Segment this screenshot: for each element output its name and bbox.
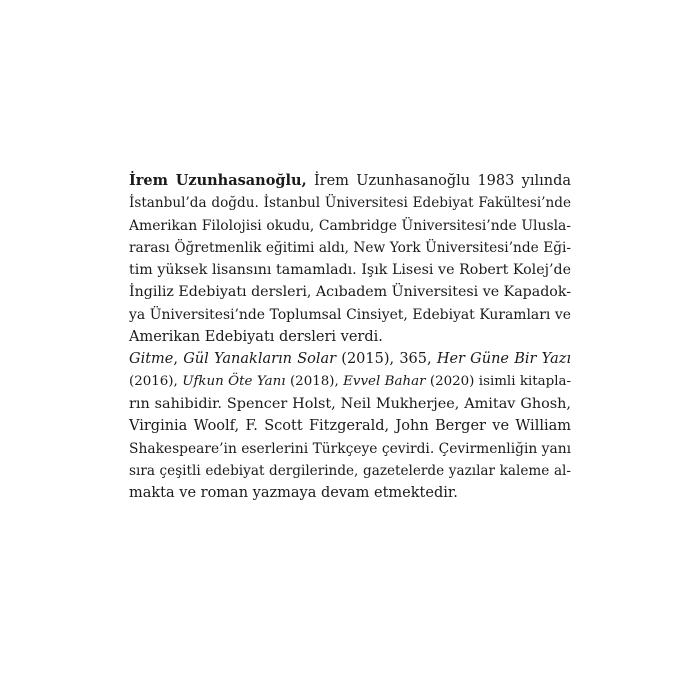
- bio-line: sıra çeşitli edebiyat dergilerinde, gazetelerde yazılar kaleme al-: [129, 462, 571, 479]
- bio-paragraph-1: [129, 170, 571, 348]
- book-title: Her Güne Bir Yazı: [436, 351, 572, 368]
- book-title: Ufkun Öte Yanı: [182, 373, 286, 389]
- bio-line: (2016), Ufkun Öte Yanı (2018), Evvel Bahar (2020) isimli kitapla-: [129, 373, 572, 389]
- bio-line: İngiliz Edebiyatı dersleri, Acıbadem Üniversitesi ve Kapadok-: [129, 284, 571, 301]
- bio-line: Amerikan Filolojisi okudu, Cambridge Üniversitesi’nde Ulusla-: [129, 217, 571, 234]
- bio-line: Gitme, Gül Yanakların Solar (2015), 365, Her Güne Bir Yazı: [129, 351, 572, 368]
- bio-line: rarası Öğretmenlik eğitimi aldı, New York Üniversitesi’nde Eği-: [129, 239, 571, 256]
- bio-paragraph-2: [129, 348, 571, 504]
- bio-line: tim yüksek lisansını tamamladı. Işık Lisesi ve Robert Kolej’de: [129, 262, 571, 279]
- bio-line: ya Üniversitesi’nde Toplumsal Cinsiyet, Edebiyat Kuramları ve: [129, 306, 571, 323]
- book-title: Gül Yanakların Solar: [183, 351, 337, 368]
- bio-line: rın sahibidir. Spencer Holst, Neil Mukherjee, Amitav Ghosh,: [129, 395, 571, 412]
- bio-line: İstanbul’da doğdu. İstanbul Üniversitesi Edebiyat Fakültesi’nde: [129, 195, 571, 212]
- bio-line: Shakespeare’in eserlerini Türkçeye çevirdi. Çevirmenliğin yanı: [129, 440, 571, 457]
- book-title: Evvel Bahar: [343, 373, 426, 389]
- bio-line: İrem Uzunhasanoğlu, İrem Uzunhasanoğlu 1983 yılında: [129, 172, 572, 189]
- bio-line: makta ve roman yazmaya devam etmektedir.: [129, 485, 458, 502]
- author-name: İrem Uzunhasanoğlu,: [129, 172, 307, 189]
- bio-line: Amerikan Edebiyatı dersleri verdi.: [129, 329, 383, 346]
- author-bio: [129, 170, 571, 504]
- book-title: Gitme: [129, 351, 174, 368]
- bio-line: Virginia Woolf, F. Scott Fitzgerald, John Berger ve William: [129, 418, 571, 435]
